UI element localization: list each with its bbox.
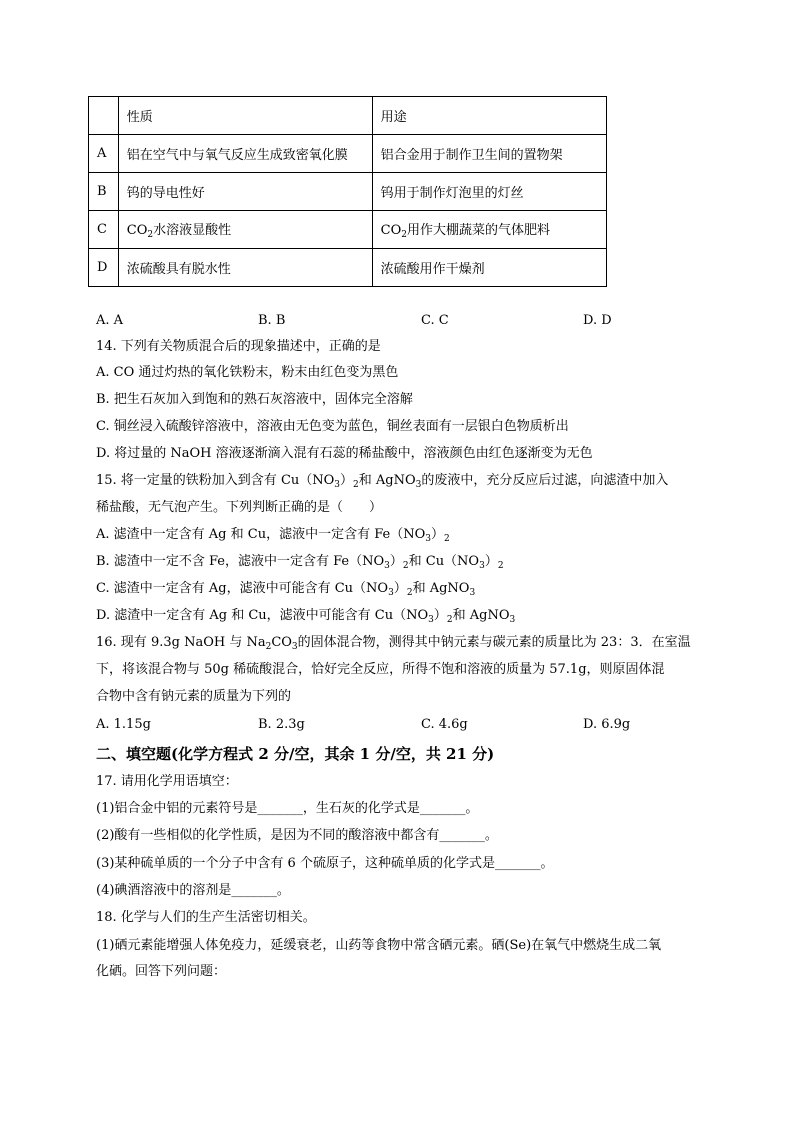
table-row (89, 173, 607, 211)
q15-option-d: D. 滤渣中一定含有 Ag 和 Cu，滤液中可能含有 $Cu(NO_3)_2$和 AgNO$_3$ (96, 608, 516, 625)
row-label: B (89, 173, 119, 211)
q14-option-b: B. 把生石灰加入到饱和的熟石灰溶液中，固体完全溶解 (96, 392, 413, 407)
row-use: $CO_2$用作大棚蔬菜的气体肥料 (372, 211, 606, 249)
table-row (89, 249, 607, 287)
table-header-row (89, 97, 607, 135)
row-property: 浓硫酸具有脱水性 (118, 249, 372, 287)
table-header-property: 性质 (118, 97, 372, 135)
q16-stem-line2: 下，将该混合物与 50g 稀硫酸混合，恰好完全反应，所得不饱和溶液的质量为 57.1g，则原固体混 (96, 662, 665, 677)
q16-option-d: D. 6.9g (583, 717, 631, 732)
table-header-use: 用途 (372, 97, 606, 135)
row-label: C (89, 211, 119, 249)
q18-part1-line2: 化硒。回答下列问题： (96, 964, 227, 979)
row-property: $CO_2$水溶液显酸性 (118, 211, 372, 249)
table-row (89, 211, 607, 249)
row-use: 钨用于制作灯泡里的灯丝 (372, 173, 606, 211)
q13-option-d: D. D (583, 313, 612, 328)
table-row (89, 135, 607, 173)
q13-option-a: A. A (96, 313, 124, 328)
q16-stem-line1: 16. 现有 9.3g NaOH 与 $Na_2CO_3$的固体混合物，测得其中钠元素与碳元素的质量比为 23：3．在室温 (96, 635, 691, 652)
q15-option-b: B. 滤渣中一定不含 Fe，滤液中一定含有 $Fe(NO_3)_2$和 $Cu(NO_3)_2$ (96, 554, 504, 571)
row-use: 铝合金用于制作卫生间的置物架 (372, 135, 606, 173)
row-label: A (89, 135, 119, 173)
property-use-table (88, 96, 607, 287)
q17-part3: (3)某种硫单质的一个分子中含有 6 个硫原子，这种硫单质的化学式是_______。 (96, 856, 554, 871)
q13-option-c: C. C (421, 313, 449, 328)
section-title: 二、填空题(化学方程式 2 分/空，其余 1 分/空，共 21 分) (96, 745, 495, 763)
q16-option-c: C. 4.6g (421, 717, 468, 732)
q14-stem: 14. 下列有关物质混合后的现象描述中，正确的是 (96, 339, 381, 354)
q16-option-a: A. 1.15g (96, 717, 151, 732)
q15-stem-line2: 稀盐酸，无气泡产生。下列判断正确的是（ ） (96, 500, 383, 515)
q17-stem: 17. 请用化学用语填空： (96, 774, 238, 789)
q17-part2: (2)酸有一些相似的化学性质，是因为不同的酸溶液中都含有_______。 (96, 828, 498, 843)
q16-option-b: B. 2.3g (258, 717, 305, 732)
row-property: 钨的导电性好 (118, 173, 372, 211)
row-use: 浓硫酸用作干燥剂 (372, 249, 606, 287)
q14-option-d: D. 将过量的 NaOH 溶液逐渐滴入混有石蕊的稀盐酸中，溶液颜色由红色逐渐变为无色 (96, 446, 593, 461)
q13-option-b: B. B (258, 313, 286, 328)
q15-option-a: A. 滤渣中一定含有 Ag 和 Cu，滤液中一定含有 $Fe(NO_3)_2$ (96, 527, 450, 544)
q17-part4: (4)碘酒溶液中的溶剂是_______。 (96, 883, 290, 898)
q18-stem: 18. 化学与人们的生产生活密切相关。 (96, 910, 316, 925)
q15-stem-line1: 15. 将一定量的铁粉加入到含有 $Cu(NO_3)_2$和 AgNO$_3$的废液中，充分反应后过滤，向滤渣中加入 (96, 473, 669, 490)
q14-option-a: A. CO 通过灼热的氧化铁粉末，粉末由红色变为黑色 (96, 365, 399, 380)
q15-option-c: C. 滤渣中一定含有 Ag，滤液中可能含有 $Cu(NO_3)_2$和 AgNO$_3$ (96, 581, 476, 598)
row-property: 铝在空气中与氧气反应生成致密氧化膜 (118, 135, 372, 173)
q14-option-c: C. 铜丝浸入硫酸锌溶液中，溶液由无色变为蓝色，铜丝表面有一层银白色物质析出 (96, 419, 569, 434)
table-header-blank (89, 97, 119, 135)
q18-part1-line1: (1)硒元素能增强人体免疫力，延缓衰老，山药等食物中常含硒元素。硒(Se)在氧气中燃烧生成二氧 (96, 938, 662, 953)
q16-stem-line3: 合物中含有钠元素的质量为下列的 (96, 689, 292, 704)
q17-part1: (1)铝合金中铝的元素符号是_______，生石灰的化学式是_______。 (96, 801, 479, 816)
row-label: D (89, 249, 119, 287)
